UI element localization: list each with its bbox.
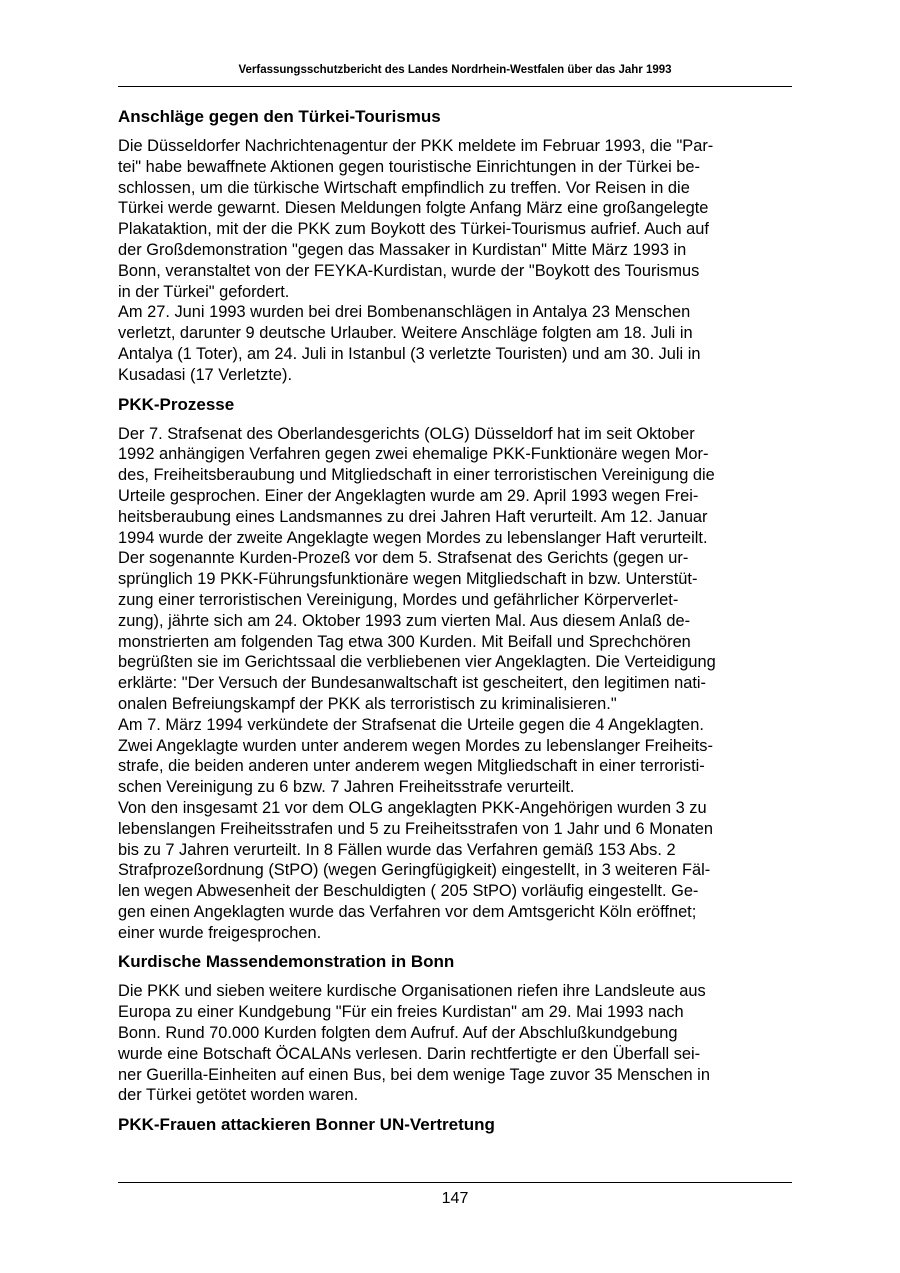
- paragraph: Am 7. März 1994 verkündete der Strafsenat die Urteile gegen die 4 Angeklagten. Zwei Angeklagte wurden unter anderem wegen Mordes zu lebenslanger Freiheits- strafe, die beiden anderen unter anderem wegen Mitgliedschaft in einer terroristi- schen Vereinigung zu 6 bzw. 7 Jahren Freiheitsstrafe verurteilt.: [118, 715, 713, 797]
- section-heading: PKK-Frauen attackieren Bonner UN-Vertretung: [118, 1115, 495, 1135]
- header-divider: [118, 86, 792, 87]
- page-number: 147: [441, 1190, 469, 1207]
- section-tourism-attacks: [118, 106, 792, 386]
- paragraph: Die PKK und sieben weitere kurdische Organisationen riefen ihre Landsleute aus Europa zu einer Kundgebung "Für ein freies Kurdistan" am 29. Mai 1993 nach Bonn. Rund 70.000 Kurden folgten dem Aufruf. Auf der Abschlußkundgebung wurde eine Botschaft ÖCALANs verlesen. Darin rechtfertigte er den Überfall sei- ner Guerilla-Einheiten auf einen Bus, bei dem wenige Tage zuvor 35 Menschen in der Türkei getötet worden waren.: [118, 982, 710, 1105]
- paragraph: Von den insgesamt 21 vor dem OLG angeklagten PKK-Angehörigen wurden 3 zu lebenslangen Freiheitsstrafen und 5 zu Freiheitsstrafen von 1 Jahr und 6 Monaten bis zu 7 Jahren verurteilt. In 8 Fällen wurde das Verfahren gemäß 153 Abs. 2 Strafprozeßordnung (StPO) (wegen Geringfügigkeit) eingestellt, in 3 weiteren Fäl- len wegen Abwesenheit der Beschuldigten ( 205 StPO) vorläufig eingestellt. Ge- gen einen Angeklagten wurde das Verfahren vor dem Amtsgericht Köln eröffnet; einer wurde freigesprochen.: [118, 798, 713, 942]
- section-pkk-trials: [118, 394, 792, 944]
- section-un-office-attack: [118, 1114, 792, 1136]
- section-mass-demonstration: [118, 951, 792, 1106]
- document-body: [118, 106, 792, 1144]
- section-heading: PKK-Prozesse: [118, 394, 235, 414]
- section-heading: Kurdische Massendemonstration in Bonn: [118, 952, 455, 972]
- footer-divider: [118, 1182, 792, 1183]
- section-heading: Anschläge gegen den Türkei-Tourismus: [118, 107, 441, 126]
- paragraph: Die Düsseldorfer Nachrichtenagentur der PKK meldete im Februar 1993, die "Par- tei" habe bewaffnete Aktionen gegen touristische Einrichtungen in der Türkei be- schlossen, um die türkische Wirtschaft empfindlich zu treffen. Vor Reisen in die Türkei werde gewarnt. Diesen Meldungen folgte Anfang März eine großangelegte Plakataktion, mit der die PKK zum Boykott des Türkei-Tourismus aufrief. Auch auf der Großdemonstration "gegen das Massaker in Kurdistan" Mitte März 1993 in Bonn, veranstaltet von der FEYKA-Kurdistan, wurde der "Boykott des Tourismus in der Türkei" gefordert.: [118, 137, 714, 301]
- running-header: Verfassungsschutzbericht des Landes Nordrhein-Westfalen über das Jahr 1993: [238, 64, 672, 76]
- paragraph: Der sogenannte Kurden-Prozeß vor dem 5. Strafsenat des Gerichts (gegen ur- sprünglich 19 PKK-Führungsfunktionäre wegen Mitgliedschaft in bzw. Unterstüt- zung einer terroristischen Vereinigung, Mordes und gefährlicher Körperverlet- zung), jährte sich am 24. Oktober 1993 zum vierten Mal. Aus diesem Anlaß de- monstrierten am folgenden Tag etwa 300 Kurden. Mit Beifall und Sprechchören begrüßten sie im Gerichtssaal die verbliebenen vier Angeklagten. Die Verteidigung erklärte: "Der Versuch der Bundesanwaltschaft ist gescheitert, den legitimen nati- onalen Befreiungskampf der PKK als terroristisch zu kriminalisieren.": [118, 549, 716, 713]
- paragraph: Am 27. Juni 1993 wurden bei drei Bombenanschlägen in Antalya 23 Menschen verletzt, darunter 9 deutsche Urlauber. Weitere Anschläge folgten am 18. Juli in Antalya (1 Toter), am 24. Juli in Istanbul (3 verletzte Touristen) und am 30. Juli in Kusadasi (17 Verletzte).: [118, 303, 701, 384]
- paragraph: Der 7. Strafsenat des Oberlandesgerichts (OLG) Düsseldorf hat im seit Oktober 1992 anhängigen Verfahren gegen zwei ehemalige PKK-Funktionäre wegen Mor- des, Freiheitsberaubung und Mitgliedschaft in einer terroristischen Vereinigung die Urteile gesprochen. Einer der Angeklagten wurde am 29. April 1993 wegen Frei- heitsberaubung eines Landsmannes zu drei Jahren Haft verurteilt. Am 12. Januar 1994 wurde der zweite Angeklagte wegen Mordes zu lebenslanger Haft verurteilt.: [118, 424, 715, 547]
